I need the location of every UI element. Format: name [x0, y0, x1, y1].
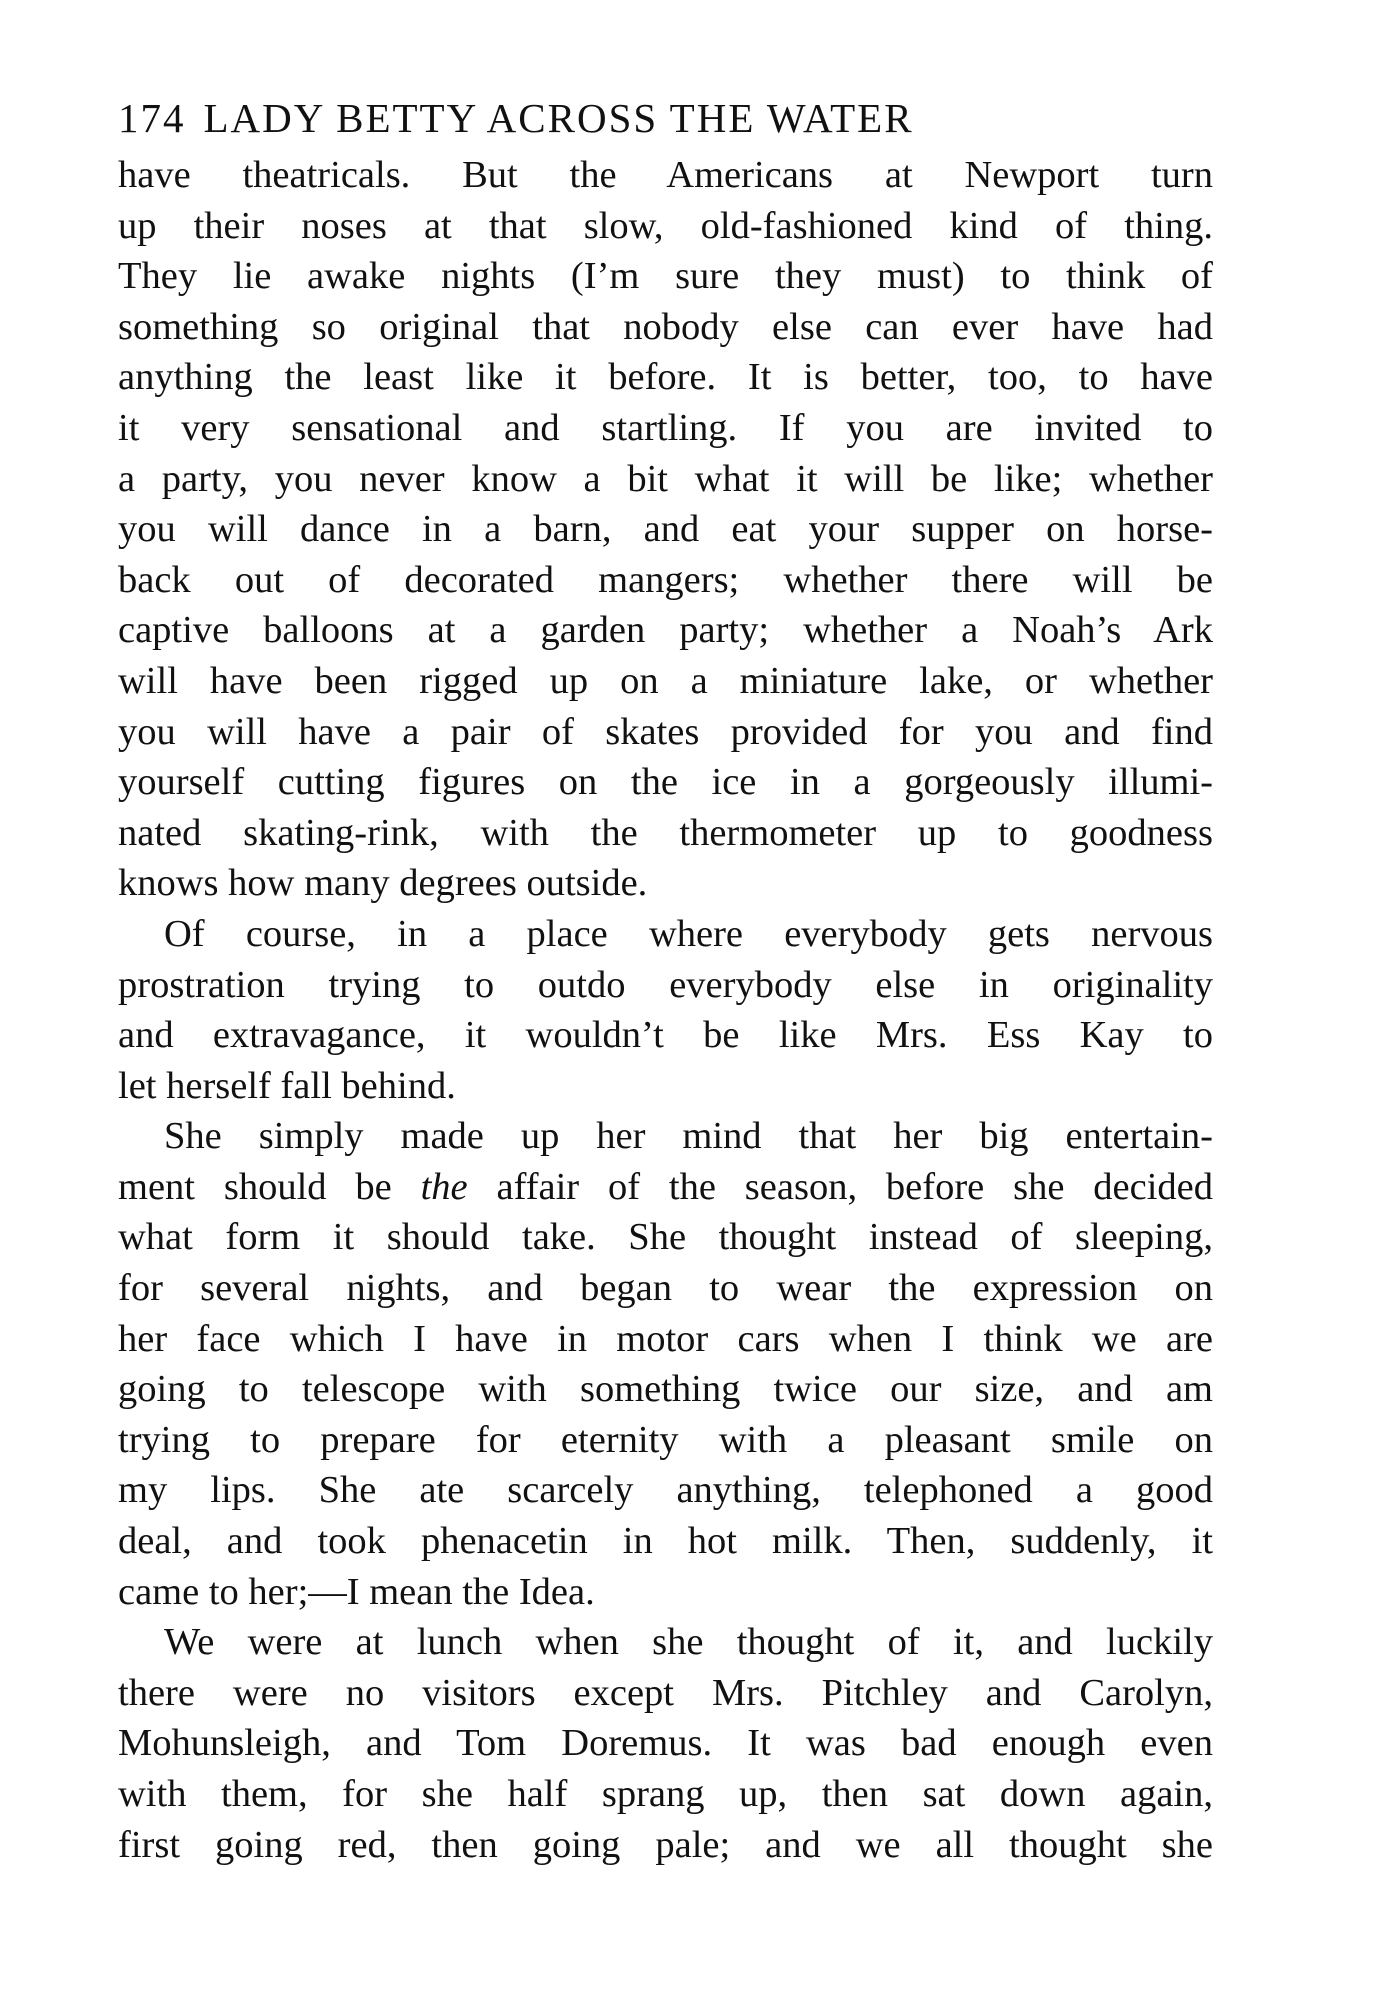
running-title: LADY BETTY ACROSS THE WATER	[203, 95, 914, 141]
text-line: will have been rigged up on a miniature lake, or whether	[118, 659, 1213, 702]
paragraph	[118, 1111, 1213, 1617]
paragraph	[118, 909, 1213, 1111]
text-line: for several nights, and began to wear the expression on	[118, 1267, 1213, 1310]
text-line: you will have a pair of skates provided for you and find	[118, 710, 1213, 753]
paragraph	[118, 150, 1213, 909]
text-line: We were at lunch when she thought of it, and luckily	[164, 1621, 1213, 1664]
text-line: something so original that nobody else can ever have had	[118, 305, 1213, 348]
text-line: Of course, in a place where everybody gets nervous	[164, 912, 1213, 955]
text-line: She simply made up her mind that her big entertain-	[164, 1115, 1213, 1158]
text-line: it very sensational and startling. If you are invited to	[118, 406, 1213, 449]
text-line: knows how many degrees outside.	[118, 862, 648, 905]
text-line: with them, for she half sprang up, then sat down again,	[118, 1773, 1213, 1815]
text-line: a party, you never know a bit what it will be like; whether	[118, 457, 1213, 500]
paragraph	[118, 1617, 1213, 1870]
text-line: what form it should take. She thought instead of sleeping,	[118, 1216, 1213, 1259]
text-line: came to her;—I mean the Idea.	[118, 1570, 595, 1613]
book-page	[118, 90, 1213, 1870]
text-line: my lips. She ate scarcely anything, telephoned a good	[118, 1469, 1213, 1512]
text-line: ment should be the affair of the season, before she decided	[118, 1165, 1213, 1208]
text-line: going to telescope with something twice our size, and am	[118, 1368, 1213, 1411]
text-line: have theatricals. But the Americans at Newport turn	[118, 154, 1213, 196]
text-line: deal, and took phenacetin in hot milk. Then, suddenly, it	[118, 1520, 1213, 1563]
text-line: let herself fall behind.	[118, 1064, 456, 1107]
text-line: prostration trying to outdo everybody else in originality	[118, 963, 1213, 1006]
text-line: first going red, then going pale; and we all thought she	[118, 1823, 1213, 1866]
running-head	[118, 90, 1213, 146]
text-line: up their noses at that slow, old-fashioned kind of thing.	[118, 204, 1213, 247]
text-line: nated skating-rink, with the thermometer up to goodness	[118, 811, 1213, 854]
text-line: trying to prepare for eternity with a pleasant smile on	[118, 1418, 1213, 1461]
text-line: there were no visitors except Mrs. Pitchley and Carolyn,	[118, 1671, 1213, 1714]
page-number: 174	[118, 95, 186, 141]
text-line: back out of decorated mangers; whether there will be	[118, 558, 1213, 601]
body-text	[118, 150, 1213, 1870]
text-line: yourself cutting figures on the ice in a gorgeously illumi-	[118, 761, 1213, 804]
text-line: They lie awake nights (I’m sure they must) to think of	[118, 255, 1213, 298]
text-line: captive balloons at a garden party; whether a Noah’s Ark	[118, 609, 1213, 652]
text-line: you will dance in a barn, and eat your supper on horse-	[118, 508, 1213, 551]
text-line: her face which I have in motor cars when I think we are	[118, 1317, 1213, 1360]
text-line: and extravagance, it wouldn’t be like Mrs. Ess Kay to	[118, 1014, 1213, 1057]
text-line: anything the least like it before. It is better, too, to have	[118, 356, 1213, 399]
text-line: Mohunsleigh, and Tom Doremus. It was bad enough even	[118, 1722, 1213, 1765]
